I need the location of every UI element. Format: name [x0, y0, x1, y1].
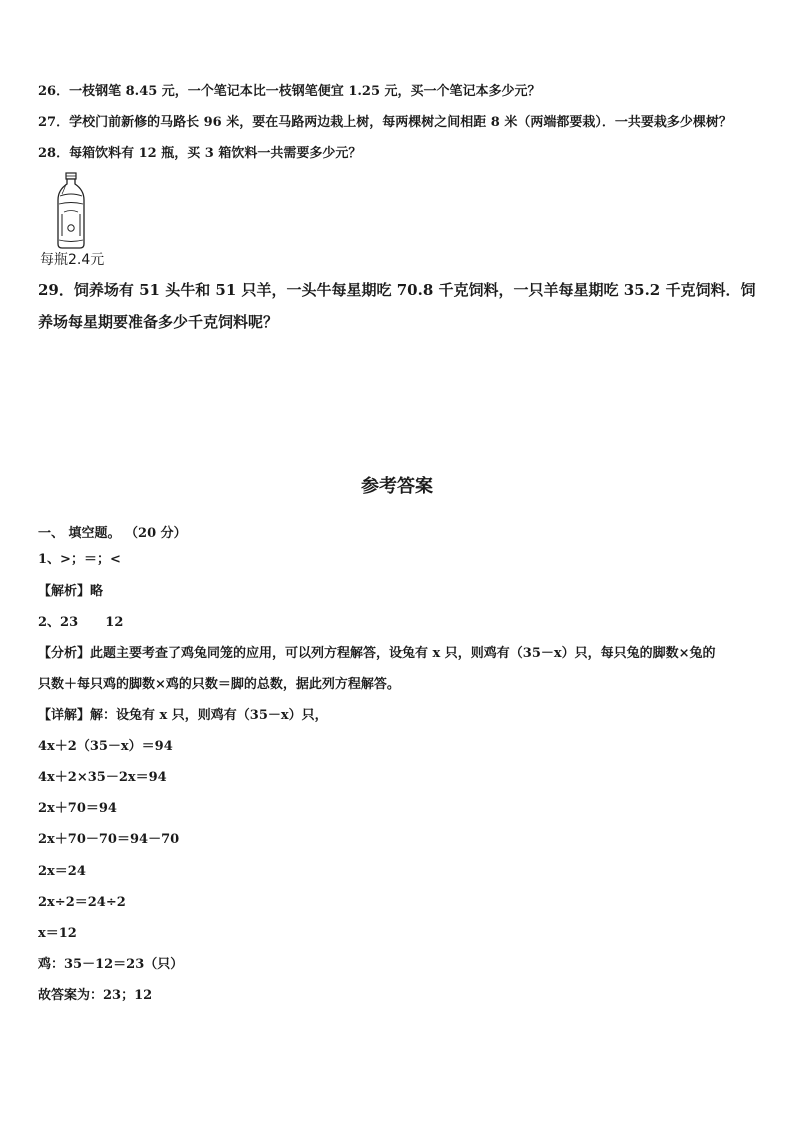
solution-step: 2x＋70＝94 [38, 801, 117, 816]
answers-title: 参考答案 [361, 476, 433, 497]
question-28: 28．每箱饮料有 12 瓶，买 3 箱饮料一共需要多少元？ [38, 146, 362, 161]
solution-step: x＝12 [38, 926, 77, 941]
solution-step: 2x＝24 [38, 864, 86, 879]
solution-step: 4x＋2×35－2x＝94 [38, 770, 167, 785]
question-27: 27．学校门前新修的马路长 96 米，要在马路两边栽上树，每两棵树之间相距 8 米（两端都要栽）．一共要栽多少棵树？ [38, 115, 732, 130]
solution-step: 4x＋2（35－x）＝94 [38, 739, 173, 754]
solution-step: 鸡：35－12＝23（只） [38, 957, 184, 972]
section-1-heading: 一、 填空题。 （20 分） [38, 526, 187, 541]
answer-2-fenxi-line-1: 【分析】此题主要考查了鸡兔同笼的应用，可以列方程解答，设兔有 x 只，则鸡有（35－x）只，每只兔的脚数×兔的 [38, 646, 716, 661]
bottle-icon [40, 172, 110, 252]
solution-step: 2x÷2＝24÷2 [38, 895, 126, 910]
solution-step: 2x＋70－70＝94－70 [38, 832, 180, 847]
question-29-line-2: 养场每星期要准备多少千克饲料呢？ [38, 313, 279, 331]
answer-1-analysis: 【解析】略 [38, 584, 104, 599]
final-answer: 故答案为：23；12 [38, 988, 153, 1003]
answer-1: 1、>；＝；< [38, 552, 121, 567]
bottle-price-caption: 每瓶2.4元 [40, 252, 105, 268]
question-29-line-1: 29．饲养场有 51 头牛和 51 只羊，一头牛每星期吃 70.8 千克饲料，一只羊每星期吃 35.2 千克饲料．饲 [38, 281, 756, 299]
answer-2-detail: 【详解】解：设兔有 x 只，则鸡有（35－x）只， [38, 708, 328, 723]
answer-2-fenxi-line-2: 只数＋每只鸡的脚数×鸡的只数＝脚的总数，据此列方程解答。 [38, 677, 400, 692]
answer-2: 2、23 12 [38, 615, 124, 630]
question-26: 26．一枝钢笔 8.45 元，一个笔记本比一枝钢笔便宜 1.25 元，买一个笔记本多少元？ [38, 84, 541, 99]
